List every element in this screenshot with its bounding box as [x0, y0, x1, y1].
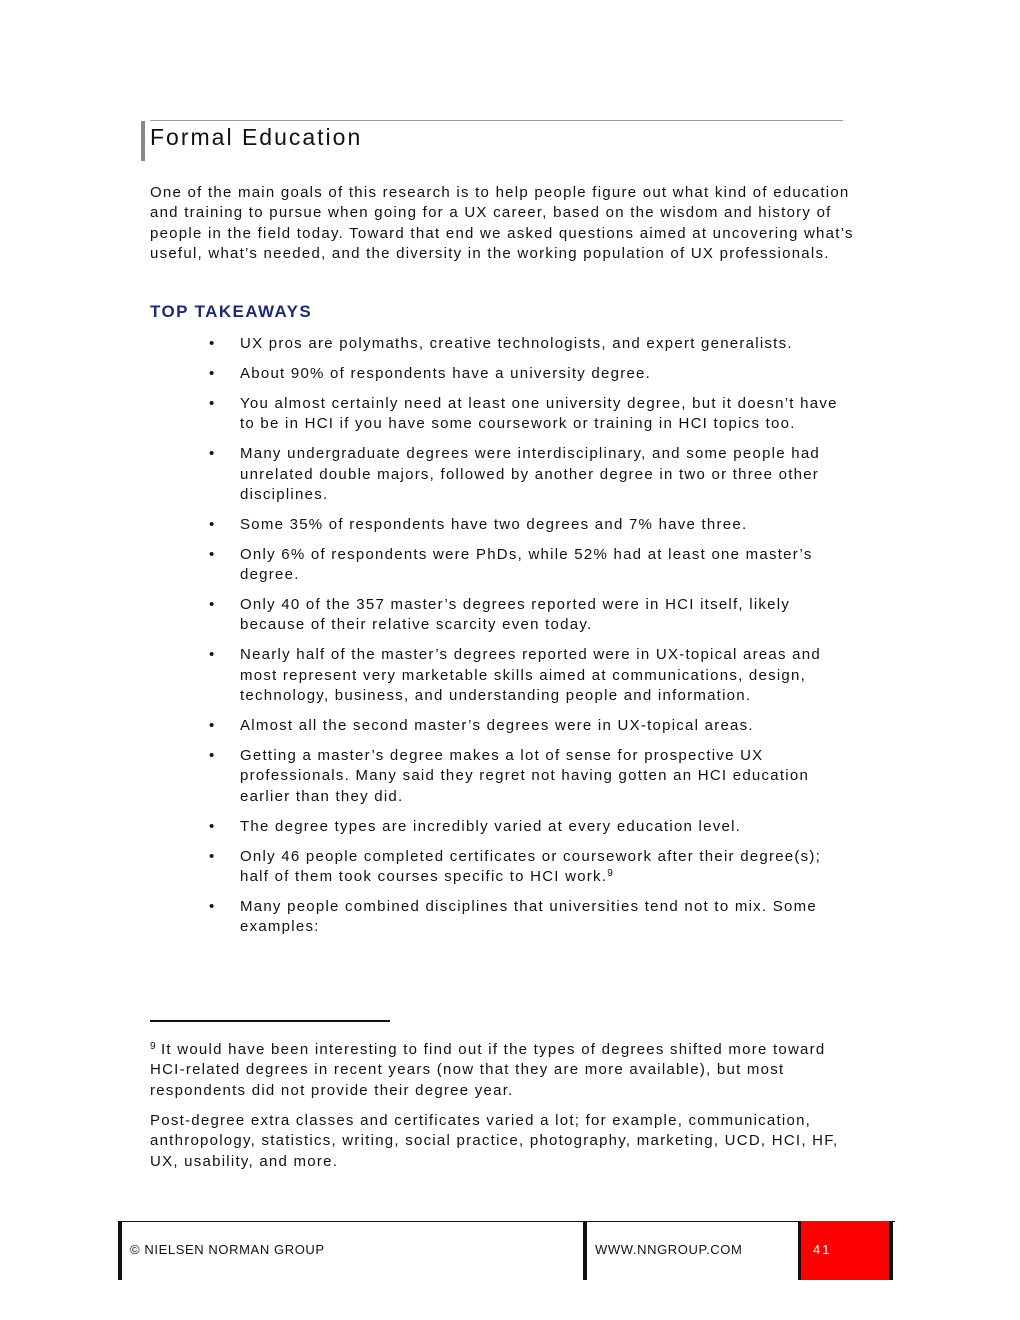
takeaway-item [150, 515, 840, 535]
takeaway-item [150, 364, 840, 384]
takeaway-item [150, 394, 840, 435]
takeaway-item [150, 334, 840, 354]
takeaway-item [150, 817, 840, 837]
title-accent-bar [141, 121, 145, 161]
takeaway-item [150, 645, 840, 706]
footer-divider-end [889, 1221, 893, 1280]
takeaway-text: Many undergraduate degrees were interdisciplinary, and some people had unrelated double majors, followed by another degree in two or three other disciplines. [240, 445, 821, 503]
title-top-rule [150, 120, 843, 121]
takeaway-text: Some 35% of respondents have two degrees and 7% have three. [240, 515, 748, 533]
page-title: Formal Education [150, 124, 363, 150]
takeaway-item [150, 595, 840, 636]
bullet-icon: • [209, 364, 216, 382]
footnote-separator [150, 1020, 390, 1022]
page-number-box [801, 1221, 890, 1280]
footer-rule [118, 1221, 895, 1222]
bullet-icon: • [209, 646, 216, 664]
takeaway-text: Only 46 people completed certificates or coursework after their degree(s); half of them took courses specific to HCI work. [240, 847, 822, 885]
takeaway-text: The degree types are incredibly varied at every education level. [240, 817, 742, 835]
footer-url[interactable]: WWW.NNGROUP.COM [595, 1242, 743, 1257]
takeaway-item [150, 746, 840, 807]
footnote-continuation: Post-degree extra classes and certificates varied a lot; for example, communication, anthropology, statistics, writing, social practice, photography, marketing, UCD, HCI, HF, UX, usability, and more. [150, 1112, 839, 1170]
takeaway-text: Many people combined disciplines that universities tend not to mix. Some examples: [240, 897, 817, 936]
takeaway-item [150, 847, 840, 888]
takeaway-text: Nearly half of the master’s degrees reported were in UX-topical areas and most represent very marketable skills aimed at communications, design, technology, business, and understanding people and information. [240, 646, 821, 704]
bullet-icon: • [209, 847, 216, 865]
bullet-icon: • [209, 515, 216, 533]
bullet-icon: • [209, 545, 216, 563]
takeaway-item [150, 897, 840, 938]
takeaway-text: Only 6% of respondents were PhDs, while 52% had at least one master’s degree. [240, 545, 813, 584]
bullet-icon: • [209, 335, 216, 352]
bullet-icon: • [209, 445, 216, 463]
bullet-icon: • [209, 746, 216, 764]
page-footer [118, 1221, 895, 1280]
takeaway-text: Getting a master’s degree makes a lot of sense for prospective UX professionals. Many said they regret not having gotten an HCI education earlier than they did. [240, 746, 810, 805]
footnote-ref[interactable]: 9 [607, 867, 613, 879]
footer-divider-middle [583, 1221, 587, 1280]
takeaway-text: Only 40 of the 357 master’s degrees reported were in HCI itself, likely because of their relative scarcity even today. [240, 596, 791, 634]
page-number: 41 [813, 1242, 832, 1257]
bullet-icon: • [209, 596, 216, 614]
takeaways-list [150, 334, 850, 947]
takeaway-text: Almost all the second master’s degrees were in UX-topical areas. [240, 716, 754, 734]
bullet-icon: • [209, 716, 216, 734]
bullet-icon: • [209, 394, 216, 412]
footer-copyright: © NIELSEN NORMAN GROUP [130, 1242, 325, 1257]
bullet-icon: • [209, 897, 216, 915]
takeaway-item [150, 444, 840, 505]
takeaway-text: UX pros are polymaths, creative technologists, and expert generalists. [240, 335, 793, 352]
takeaway-item [150, 716, 840, 736]
section-heading-top-takeaways: TOP TAKEAWAYS [150, 302, 313, 321]
footnote [150, 1040, 862, 1101]
footer-divider-left [118, 1221, 122, 1280]
footnote-marker: 9 [150, 1041, 156, 1052]
footnote-text: It would have been interesting to find out if the types of degrees shifted more toward HCI-related degrees in recent years (now that they are more available), but most respondents did not provide their degree year. [150, 1041, 826, 1099]
intro-paragraph: One of the main goals of this research is to help people figure out what kind of education and training to pursue when going for a UX career, based on the wisdom and history of people in the field today. Toward that end we asked questions aimed at uncovering what’s useful, what’s needed, and the diversity in the working population of UX professionals. [150, 184, 854, 262]
takeaway-item [150, 545, 840, 586]
takeaway-text: You almost certainly need at least one university degree, but it doesn’t have to be in HCI if you have some coursework or training in HCI topics too. [240, 394, 838, 433]
bullet-icon: • [209, 817, 216, 835]
takeaway-text: About 90% of respondents have a university degree. [240, 364, 652, 382]
